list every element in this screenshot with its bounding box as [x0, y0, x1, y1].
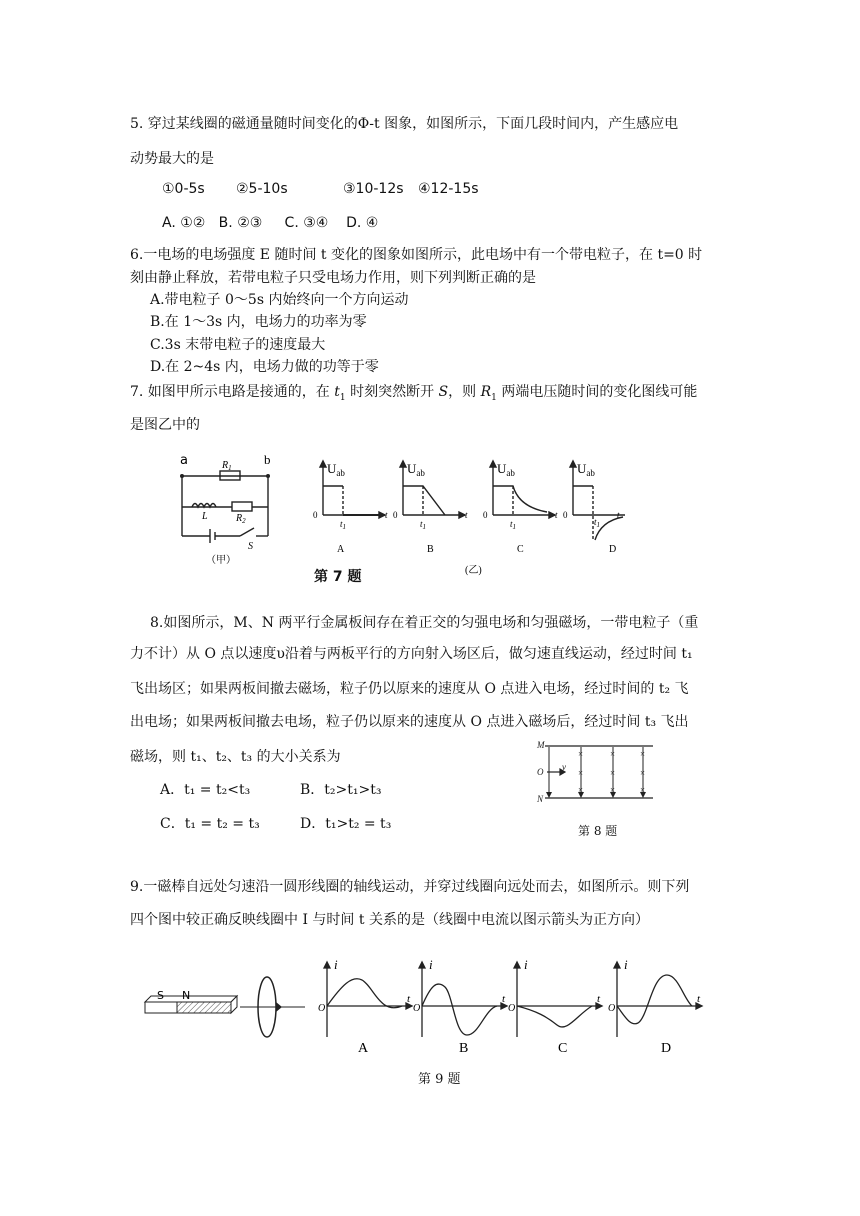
q5-stem-line1: 5. 穿过某线圈的磁通量随时间变化的Φ-t 图象，如图所示，下面几段时间内，产生感应电 — [130, 116, 679, 132]
q5-answer-choices: A. ①② B. ②③ C. ③④ D. ④ — [162, 215, 379, 231]
svg-text:t: t — [555, 510, 558, 520]
q7-label-b: B — [427, 544, 434, 555]
svg-text:Uab: $U_{ab}$ — [327, 461, 345, 478]
circuit-label-l: L — [202, 511, 208, 522]
svg-text:×: × — [640, 785, 646, 795]
circuit-label-a: a — [180, 453, 188, 468]
q9-label-c: C — [558, 1041, 568, 1056]
q8-stem-line1: 8.如图所示，M、N 两平行金属板间存在着正交的匀强电场和匀强磁场，一带电粒子（重 — [150, 615, 699, 631]
q7-label-a: A — [337, 544, 345, 555]
q7-label-yi: (乙) — [465, 565, 482, 576]
circuit-label-s: S — [248, 541, 253, 552]
svg-text:R2: $R_2$ — [236, 513, 246, 525]
svg-text:v: v — [562, 762, 566, 772]
svg-text:×: × — [578, 749, 584, 759]
q8-option-a: A．t₁ = t₂<t₃ — [160, 782, 251, 798]
svg-text:Uab: $U_{ab}$ — [407, 461, 425, 478]
svg-text:×: × — [610, 768, 616, 778]
q8-caption: 第 8 题 — [578, 824, 618, 838]
svg-text:i: i — [524, 957, 528, 972]
svg-text:t: t — [385, 510, 388, 520]
svg-text:0: 0 — [563, 510, 568, 520]
q7-stem-line1: 7. 如图甲所示电路是接通的，在 $t_1$ 时刻突然断开 S，则 $R_1$ 两端电压随时间的变化图线可能 — [130, 384, 698, 403]
svg-text:t: t — [407, 993, 411, 1005]
q8-stem-line5: 磁场，则 t₁、t₂、t₃ 的大小关系为 — [130, 749, 341, 765]
q5-option-1: ①0-5s — [162, 181, 205, 197]
svg-text:O: O — [318, 1003, 326, 1014]
svg-text:×: × — [610, 785, 616, 795]
svg-text:t: t — [502, 993, 506, 1005]
q8-stem-line4: 出电场；如果两板间撤去电场，粒子仍以原来的速度从 O 点进入磁场后，经过时间 t₃ 飞出 — [130, 714, 689, 730]
coil-arrow-icon — [276, 1002, 282, 1012]
svg-text:t: t — [697, 993, 701, 1005]
q8-stem-line2: 力不计）从 O 点以速度υ沿着与两板平行的方向射入场区后，做匀速直线运动，经过时间 t₁ — [130, 646, 693, 662]
q7-voltage-graphs — [305, 455, 625, 580]
svg-text:t: t — [465, 510, 468, 520]
svg-text:Uab: $U_{ab}$ — [577, 461, 595, 478]
svg-text:×: × — [610, 749, 616, 759]
q9-stem-line1: 9.一磁棒自远处匀速沿一圆形线圈的轴线运动，并穿过线圈向远处而去，如图所示。则下列 — [130, 879, 690, 895]
q6-stem-line2: 刻由静止释放，若带电粒子只受电场力作用，则下列判断正确的是 — [130, 270, 536, 286]
q5-stem-line2: 动势最大的是 — [130, 151, 214, 167]
q9-magnet-coil-diagram — [135, 975, 310, 1055]
q7-label-d: D — [609, 544, 617, 555]
q6-stem-line1: 6.一电场的电场强度 E 随时间 t 变化的图象如图所示，此电场中有一个带电粒子，在 t=0 时 — [130, 247, 703, 263]
svg-text:×: × — [640, 768, 646, 778]
q6-option-d: D.在 2~4s 内，电场力做的功等于零 — [150, 359, 379, 375]
q9-label-d: D — [661, 1041, 672, 1056]
circuit-label-b: b — [264, 452, 271, 467]
q8-plates-diagram — [535, 738, 665, 808]
svg-text:t1: $t_1$ — [420, 519, 427, 531]
svg-text:×: × — [578, 785, 584, 795]
svg-text:i: i — [429, 957, 433, 972]
q9-graph-d — [614, 962, 702, 1037]
q9-stem-line2: 四个图中较正确反映线圈中 I 与时间 t 关系的是（线圈中电流以图示箭头为正方向） — [130, 912, 649, 928]
q8-stem-line3: 飞出场区；如果两板间撤去磁场，粒子仍以原来的速度从 O 点进入电场，经过时间的 t₂ 飞 — [130, 681, 689, 697]
q7-label-c: C — [517, 544, 524, 555]
svg-text:t: t — [597, 993, 601, 1005]
svg-text:R1: $R_1$ — [222, 460, 232, 472]
q8-option-d: D．t₁>t₂ = t₃ — [300, 816, 392, 832]
svg-text:t1: $t_1$ — [594, 517, 601, 529]
r2-resistor — [232, 502, 252, 511]
q5-option-2: ②5-10s — [236, 181, 288, 197]
svg-text:0: 0 — [313, 510, 318, 520]
svg-text:O: O — [413, 1003, 421, 1014]
q9-graph-b — [419, 962, 507, 1037]
svg-text:O: O — [508, 1003, 516, 1014]
q9-label-a: A — [358, 1041, 369, 1056]
switch — [240, 528, 254, 536]
q8-option-c: C．t₁ = t₂ = t₃ — [160, 816, 260, 832]
q7-stem-line2: 是图乙中的 — [130, 417, 200, 433]
q9-graph-a — [324, 962, 412, 1037]
svg-text:O: O — [537, 767, 544, 777]
svg-text:i: i — [624, 957, 628, 972]
magnet-s-label: S — [157, 989, 164, 1002]
svg-text:×: × — [578, 768, 584, 778]
svg-text:×: × — [640, 749, 646, 759]
svg-text:Uab: $U_{ab}$ — [497, 461, 515, 478]
q6-option-a: A.带电粒子 0～5s 内始终向一个方向运动 — [150, 292, 409, 308]
q7-caption: 第 7 题 — [314, 569, 362, 585]
q7-circuit-diagram — [170, 450, 280, 580]
svg-text:t: t — [617, 510, 620, 520]
svg-text:M: M — [537, 740, 545, 750]
svg-text:t1: $t_1$ — [510, 519, 517, 531]
q6-option-c: C.3s 末带电粒子的速度最大 — [150, 337, 326, 353]
svg-text:0: 0 — [483, 510, 488, 520]
circuit-label-jia: （甲） — [206, 555, 236, 566]
svg-text:O: O — [608, 1003, 616, 1014]
q9-label-b: B — [459, 1041, 469, 1056]
svg-text:N: N — [537, 794, 544, 804]
q9-current-graphs — [312, 955, 717, 1065]
q9-caption: 第 9 题 — [418, 1072, 461, 1087]
svg-text:t1: $t_1$ — [340, 519, 347, 531]
q6-option-b: B.在 1～3s 内，电场力的功率为零 — [150, 314, 367, 330]
q5-option-4: ④12-15s — [418, 181, 479, 197]
q9-graph-c — [514, 962, 602, 1037]
magnet-n-label: N — [182, 989, 191, 1002]
q8-option-b: B．t₂>t₁>t₃ — [300, 782, 382, 798]
svg-text:0: 0 — [393, 510, 398, 520]
svg-text:i: i — [334, 957, 338, 972]
q5-option-3: ③10-12s — [343, 181, 404, 197]
